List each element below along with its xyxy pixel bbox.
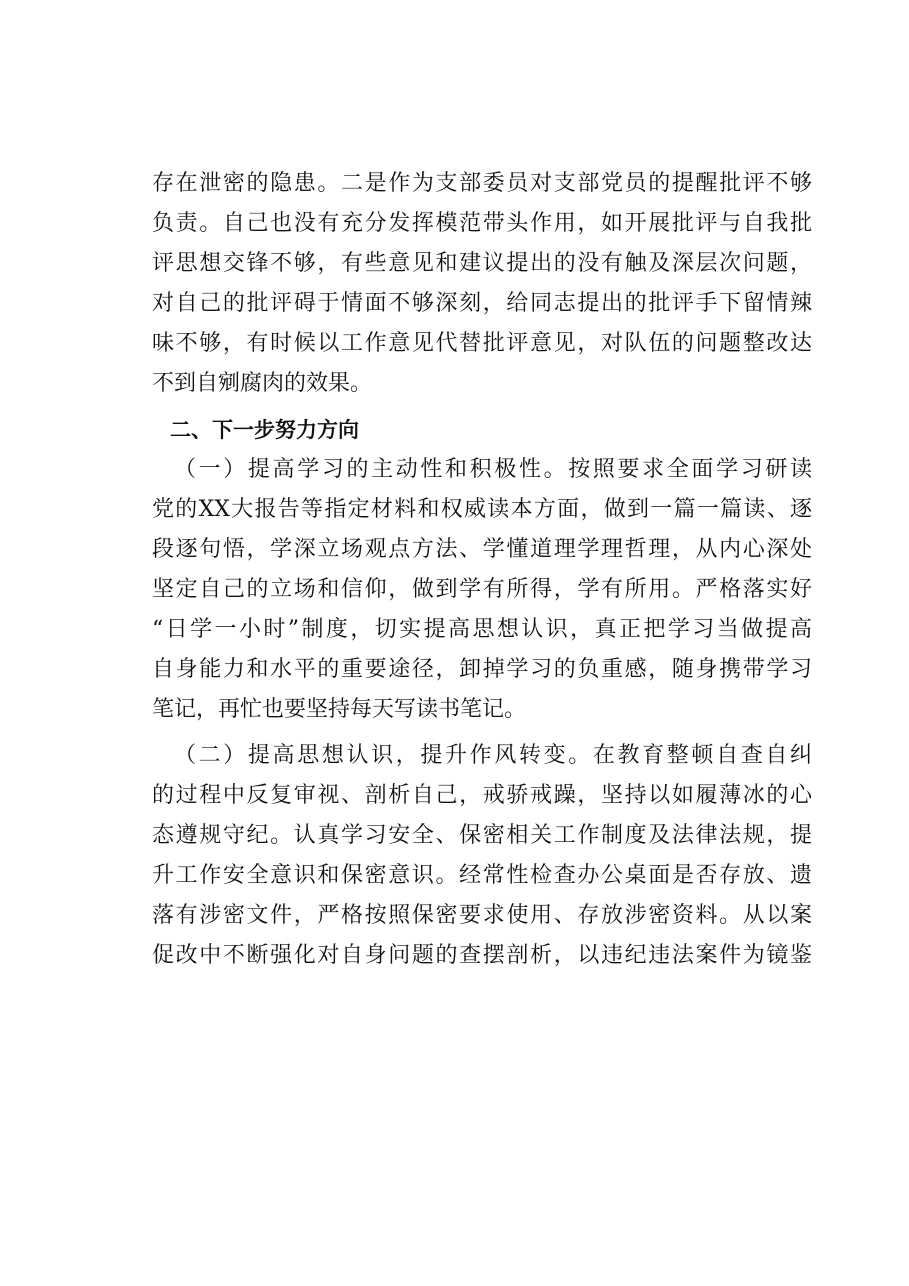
paragraph bbox=[152, 164, 812, 404]
document-body bbox=[152, 164, 812, 976]
text-line: 笔记，再忙也要坚持每天写读书笔记。 bbox=[152, 697, 527, 722]
section-heading: 二、下一步努力方向 bbox=[170, 418, 359, 442]
text-line: 自身能力和水平的重要途径，卸掉学习的负重感，随身携带学习 bbox=[152, 657, 812, 682]
text-line: 促改中不断强化对自身问题的查摆剖析，以违纪违法案件为镜鉴 bbox=[152, 943, 812, 968]
text-line: 升工作安全意识和保密意识。经常性检查办公桌面是否存放、遗 bbox=[152, 863, 812, 888]
text-line: 态遵规守纪。认真学习安全、保密相关工作制度及法律法规，提 bbox=[152, 823, 812, 848]
text-line: 味不够，有时候以工作意见代替批评意见，对队伍的问题整改达 bbox=[152, 331, 812, 356]
text-line: 落有涉密文件，严格按照保密要求使用、存放涉密资料。从以案 bbox=[152, 903, 812, 928]
paragraph bbox=[152, 736, 812, 976]
text-line: 党的XX大报告等指定材料和权威读本方面，做到一篇一篇读、逐 bbox=[152, 497, 812, 522]
text-line: “日学一小时”制度，切实提高思想认识，真正把学习当做提高 bbox=[152, 617, 812, 642]
text-line: 段逐句悟，学深立场观点方法、学懂道理学理哲理，从内心深处 bbox=[152, 537, 812, 562]
text-line: 不到自剜腐肉的效果。 bbox=[152, 371, 373, 396]
text-line: （一）提高学习的主动性和积极性。按照要求全面学习研读 bbox=[174, 457, 812, 482]
text-line: 对自己的批评碍于情面不够深刻，给同志提出的批评手下留情辣 bbox=[152, 291, 812, 316]
text-line: 评思想交锋不够，有些意见和建议提出的没有触及深层次问题， bbox=[152, 251, 812, 276]
text-line: 负责。自己也没有充分发挥模范带头作用，如开展批评与自我批 bbox=[152, 211, 812, 236]
text-line: 存在泄密的隐患。二是作为支部委员对支部党员的提醒批评不够 bbox=[152, 171, 812, 196]
text-line: （二）提高思想认识，提升作风转变。在教育整顿自查自纠 bbox=[174, 743, 812, 768]
text-line: 的过程中反复审视、剖析自己，戒骄戒躁，坚持以如履薄冰的心 bbox=[152, 783, 812, 808]
paragraph bbox=[152, 450, 812, 730]
text-line: 坚定自己的立场和信仰，做到学有所得，学有所用。严格落实好 bbox=[152, 577, 812, 602]
